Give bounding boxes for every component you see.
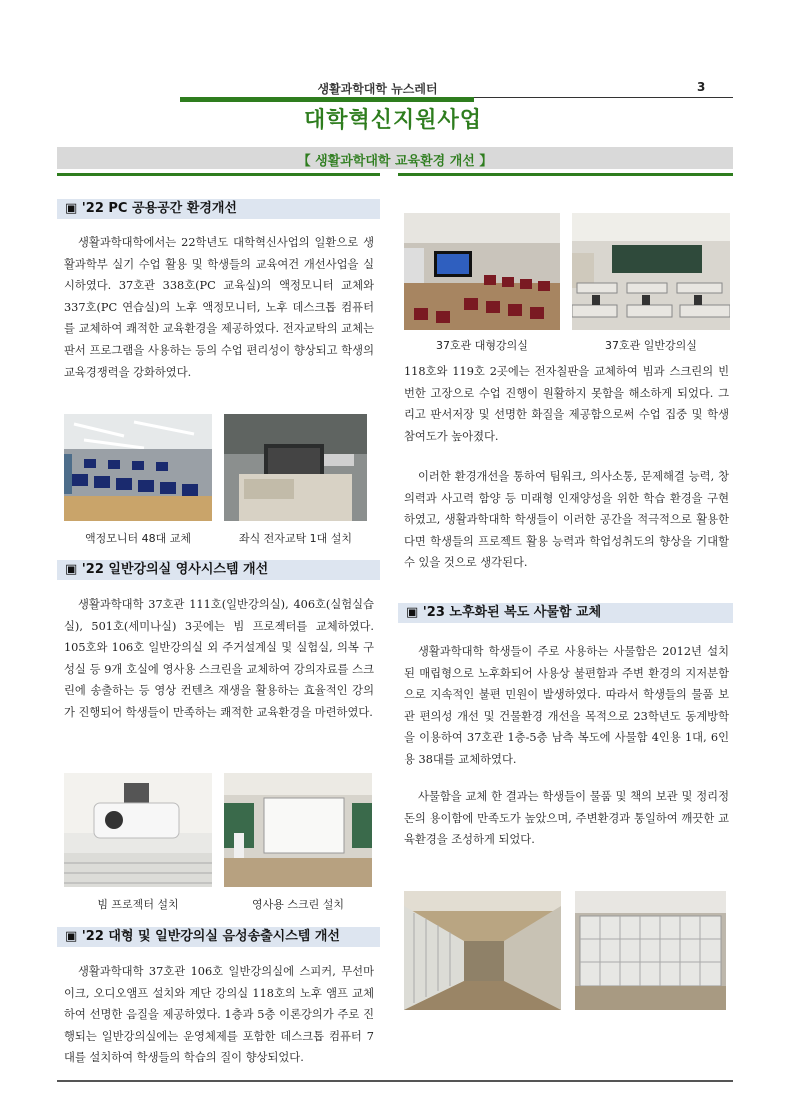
caption-projector: 빔 프로젝터 설치 [97, 898, 179, 911]
section-title-lockers: ▣ '23 노후화된 복도 사물함 교체 [398, 603, 733, 623]
section-title-audio: ▣ '22 대형 및 일반강의실 음성송출시스템 개선 [57, 927, 380, 947]
photo-large-lecture-room [404, 213, 560, 330]
newsletter-title: 생활과학대학 뉴스레터 [317, 82, 438, 96]
banner-text: 【 생활과학대학 교육환경 개선 】 [297, 154, 493, 169]
section-banner [57, 147, 733, 169]
body-electronic-board: 118호와 119호 2곳에는 전자칠판을 교체하여 빔과 스크린의 빈번한 고장으로 수업 진행이 원활하지 못함을 해소하게 되었다. 그리고 판서저장 및 선명한 화질을 제공함으로써 수업 집중 및 학생 참여도가 높아졌다. [404, 365, 729, 443]
left-column-rule [57, 173, 380, 176]
photo-monitor-classroom [64, 414, 212, 521]
body-environment-improvement: 이러한 환경개선을 통하여 팀워크, 의사소통, 문제해결 능력, 창의력과 사고력 함양 등 미래형 인재양성을 위한 학습 환경을 구현하였고, 생활과학대학 학생들이 이러한 공간을 적극적으로 활용한다면 학생들의 프로젝트 활용 능력과 학업성취도의 향상을 기대할 수 있을 것으로 생각된다. [404, 470, 729, 570]
caption-monitor: 액정모니터 48대 교체 [85, 532, 191, 545]
photo-general-lecture-room [572, 213, 730, 330]
section-title-pc-space: ▣ '22 PC 공용공간 환경개선 [57, 199, 380, 219]
section-body-lockers-result: 사물함을 교체 한 결과는 학생들이 물품 및 책의 보관 및 정리정돈의 용이함에 만족도가 높았으며, 주변환경과 통일하여 깨끗한 교육환경을 조성하게 되었다. [404, 790, 729, 847]
footer-rule [57, 1080, 733, 1082]
photo-hallway-lockers [404, 891, 561, 1010]
photo-new-lockers [575, 891, 726, 1010]
photo-beam-projector [64, 773, 212, 887]
section-body-audio: 생활과학대학 37호관 106호 일반강의실에 스피커, 무선마이크, 오디오앰프 설치와 계단 강의실 118호의 노후 앰프 교체하여 선명한 음질을 제공하였다. 1층과 5층 이론강의가 주로 진행되는 일반강의실에는 운영체제를 포함한 데스크톱 컴퓨터 7대를 설치하여 학생들의 학습의 질이 향상되었다. [64, 965, 374, 1065]
section-body-pc-space: 생활과학대학에서는 22학년도 대학혁신사업의 일환으로 생활과학부 실기 수업 활용 및 학생들의 교육여건 개선사업을 실시하였다. 37호관 338호(PC 교육실)의 액정모니터 교체와 337호(PC 연습실)의 노후 액정모니터, 노후 데스크톱 컴퓨터를 교체하여 쾌적한 교육환경을 제공하였다. 전자교탁의 교체는 판서 프로그램을 사용하는 등의 수업 편리성이 향상되고 학생의 교육경쟁력을 강화하였다. [64, 236, 374, 379]
caption-general-room: 37호관 일반강의실 [605, 339, 697, 352]
caption-podium: 좌식 전자교탁 1대 설치 [238, 532, 353, 545]
main-title: 대학혁신지원사업 [303, 108, 483, 133]
section-body-lockers: 생활과학대학 학생들이 주로 사용하는 사물함은 2012년 설치된 매립형으로 노후화되어 사용상 불편함과 주변 환경의 지저분함으로 지속적인 불편 민원이 발생하였다. 따라서 학생들의 물품 보관 편의성 개선 및 건물환경 개선을 목적으로 23학년도 동계방학을 이용하여 37호관 1층-5층 남측 복도에 사물함 4인용 1대, 6인용 38대를 교체하였다. [404, 645, 729, 766]
header-accent-bar [180, 97, 474, 102]
section-body-projection: 생활과학대학 37호관 111호(일반강의실), 406호(실험실습실), 501호(세미나실) 3곳에는 빔 프로젝터를 교체하였다. 105호와 106호 일반강의실 외 주거설계실 및 실험실, 의복 구성실 등 9개 호실에 영사용 스크린을 교체하여 강의자료를 스크린에 송출하는 등 영상 컨텐츠 재생을 활용하는 효율적인 강의가 진행되어 학생들이 만족하는 쾌적한 교육환경을 마련하였다. [64, 598, 374, 719]
photo-projection-screen [224, 773, 372, 887]
right-column-rule [398, 173, 733, 176]
caption-screen: 영사용 스크린 설치 [251, 898, 344, 911]
photo-electronic-podium [224, 414, 367, 521]
section-title-projection: ▣ '22 일반강의실 영사시스템 개선 [57, 560, 380, 580]
caption-large-room: 37호관 대형강의실 [436, 339, 528, 352]
page-number: 3 [697, 80, 706, 94]
